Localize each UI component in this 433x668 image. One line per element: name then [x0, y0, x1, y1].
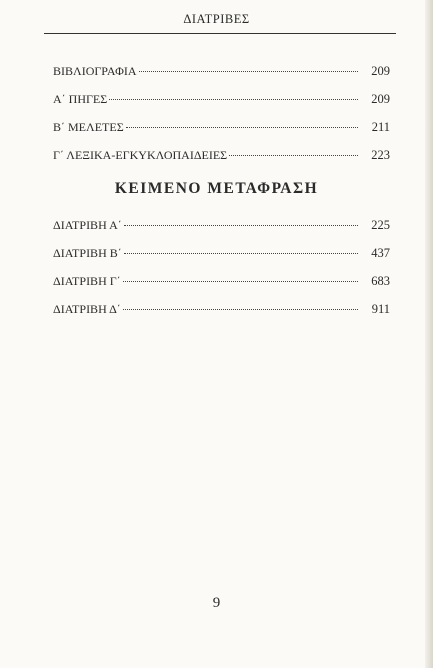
toc-entry-page: 209 — [371, 92, 390, 106]
toc-entry-title: ΔΙΑΤΡΙΒΗ Β΄ — [53, 246, 122, 260]
toc-entry-title: Γ΄ ΛΕΞΙΚΑ-ΕΓΚΥΚΛΟΠΑΙΔΕΙΕΣ — [53, 148, 228, 162]
dot-leader — [109, 99, 358, 100]
toc-entry-page: 223 — [371, 148, 390, 162]
dot-leader — [126, 127, 358, 128]
toc-entry-title: Α΄ ΠΗΓΕΣ — [53, 92, 108, 106]
toc-entry-diatribe-a — [53, 218, 390, 234]
dot-leader — [124, 253, 358, 254]
toc-entry-diatribe-d — [53, 302, 390, 318]
toc-entry-page: 683 — [371, 274, 390, 288]
toc-entry-title: ΔΙΑΤΡΙΒΗ Α΄ — [53, 218, 122, 232]
dot-leader — [124, 225, 358, 226]
toc-entry-title: ΒΙΒΛΙΟΓΡΑΦΙΑ — [53, 64, 137, 78]
toc-entry-title: Β΄ ΜΕΛΕΤΕΣ — [53, 120, 124, 134]
dot-leader — [229, 155, 358, 156]
toc-entry-page: 225 — [371, 218, 390, 232]
toc-entry-title: ΔΙΑΤΡΙΒΗ Δ΄ — [53, 302, 121, 316]
toc-entry-page: 209 — [371, 64, 390, 78]
dot-leader — [139, 71, 359, 72]
toc-entry-page: 437 — [371, 246, 390, 260]
page-number: 9 — [212, 595, 221, 611]
dot-leader — [123, 309, 358, 310]
toc-entry-diatribe-c — [53, 274, 390, 290]
toc-entry-diatribe-b — [53, 246, 390, 262]
section-heading: ΚΕΙΜΕΝΟ ΜΕΤΑΦΡΑΣΗ — [114, 180, 319, 197]
toc-entry-title: ΔΙΑΤΡΙΒΗ Γ΄ — [53, 274, 121, 288]
header-rule — [44, 33, 396, 34]
toc-entry-page: 211 — [371, 120, 390, 134]
toc-entry-page: 911 — [371, 302, 390, 316]
running-head: ΔΙΑΤΡΙΒΕΣ — [183, 12, 250, 26]
toc-entry-dictionaries — [53, 148, 390, 164]
toc-entry-studies — [53, 120, 390, 136]
toc-entry-bibliography — [53, 64, 390, 80]
page-edge-shadow — [425, 0, 433, 668]
toc-entry-sources — [53, 92, 390, 108]
dot-leader — [123, 281, 358, 282]
